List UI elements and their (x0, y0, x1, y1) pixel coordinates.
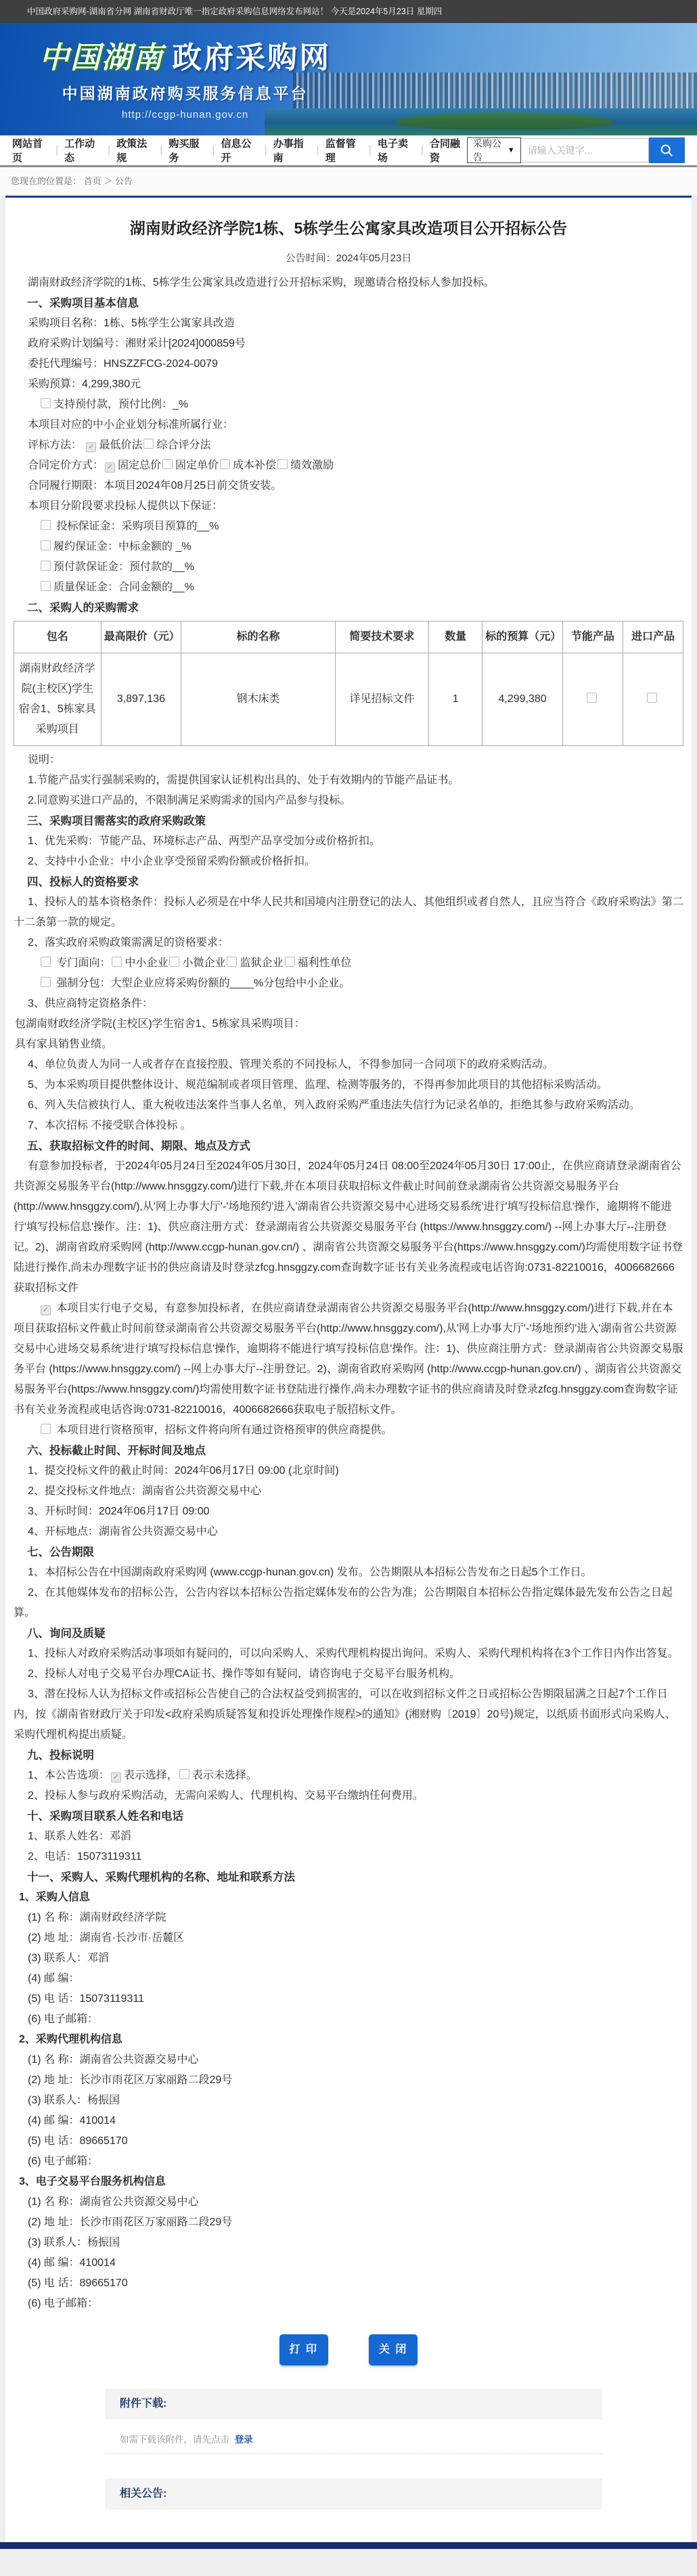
article-paragraph: 6、列入失信被执行人、重大税收违法案件当事人名单，列入政府采购严重违法失信行为记录名单的，拒绝其参与政府采购活动。 (28, 1099, 640, 1111)
article-paragraph: 2、落实政府采购政策需满足的资格要求： (28, 937, 229, 948)
article-paragraph: (1) 名 称：湖南省公共资源交易中心 (28, 2054, 199, 2066)
checkbox-checked: ✓ (41, 1305, 51, 1315)
close-button[interactable]: 关 闭 (369, 2334, 418, 2365)
nav-item-办事指南[interactable]: 办事指南 (273, 138, 304, 164)
article-paragraph: 支持预付款，预付比例：_% (14, 395, 683, 415)
checkbox-unchecked (112, 957, 122, 967)
nav-separator: | (160, 144, 163, 156)
table-cell: 钢木床类 (181, 653, 335, 746)
article-paragraph: 采购预算：4,299,380元 (28, 378, 141, 390)
article-paragraph: (3) 联系人：杨振国 (28, 2095, 120, 2106)
checkbox-unchecked (41, 540, 51, 550)
article-paragraph: 1.节能产品实行强制采购的，需提供国家认证机构出具的、处于有效期内的节能产品证书。 (28, 774, 459, 786)
checkbox-unchecked (41, 957, 51, 967)
search-category-select[interactable] (467, 137, 521, 163)
checkbox-unchecked (277, 459, 288, 469)
article-paragraph: 投标保证金：采购项目预算的__% (14, 517, 683, 537)
article-paragraph: (6) 电子邮箱： (28, 2298, 99, 2309)
article-paragraph: 包湖南财政经济学院(主校区)学生宿舍1、5栋家具采购项目： (15, 1018, 305, 1030)
banner-island (397, 112, 613, 130)
article-paragraph: 履约保证金：中标金额的 _% (14, 537, 683, 557)
site-logo-subtitle: 中国湖南政府购买服务信息平台 (62, 85, 309, 102)
article-paragraph: 1、投标人的基本资格条件：投标人必须是在中华人民共和国境内注册登记的法人、其他组织或者自然人，且应当符合《政府采购法》第二十二条第一款的规定。 (14, 896, 683, 928)
breadcrumb-prefix: 您现在的位置是： (11, 176, 82, 186)
table-cell: 3,897,136 (101, 653, 181, 746)
article-paragraph: (4) 邮 编：410014 (28, 2257, 116, 2269)
article-paragraph: 1、提交投标文件的截止时间：2024年06月17日 09:00 (北京时间) (28, 1465, 339, 1477)
section-heading: 十一、采购人、采购代理机构的名称、地址和联系方法 (27, 1871, 295, 1883)
table-header-cell: 包名 (14, 621, 102, 653)
article-paragraph: 5、为本采购项目提供整体设计、规范编制或者项目管理、监理、检测等服务的，不得再参加此项目的其他招标采购活动。 (28, 1079, 608, 1091)
checkbox-unchecked (41, 1424, 51, 1434)
checkbox-unchecked (41, 561, 51, 571)
search-icon (659, 143, 674, 158)
requirements-table (14, 621, 683, 746)
table-header-cell: 标的预算（元） (482, 621, 563, 653)
site-banner (0, 23, 697, 135)
banner-cityscape (293, 72, 697, 110)
login-link[interactable]: 登录 (234, 2435, 253, 2445)
nav-item-网站首页[interactable]: 网站首页 (12, 138, 43, 164)
article-paragraph: 2.同意购买进口产品的，不限制满足采购需求的国内产品参与投标。 (28, 795, 351, 806)
search-box (467, 137, 685, 163)
nav-separator: | (368, 144, 372, 156)
section-heading: 二、采购人的采购需求 (27, 602, 139, 614)
article-paragraph: 2、提交投标文件地点：湖南省公共资源交易中心 (28, 1485, 261, 1497)
article-paragraph: 合同定价方式： ✓ 固定总价 固定单价 成本补偿 绩效激励 (28, 460, 334, 471)
nav-separator: | (316, 144, 319, 156)
search-button[interactable] (649, 137, 685, 163)
breadcrumb (0, 167, 697, 196)
article-paragraph: 强制分包：大型企业应将采购份额的____%分包给中小企业。 (14, 974, 683, 994)
nav-item-信息公开[interactable]: 信息公开 (221, 138, 252, 164)
section-heading: 一、采购项目基本信息 (27, 297, 139, 309)
article-paragraph: (1) 名 称：湖南财政经济学院 (28, 1912, 166, 1923)
page-title: 湖南财政经济学院1栋、5栋学生公寓家具改造项目公开招标公告 (129, 219, 568, 237)
section-heading: 四、投标人的资格要求 (27, 876, 139, 888)
article-paragraph: 采购项目名称：1栋、5栋学生公寓家具改造 (28, 318, 235, 329)
section-heading: 七、公告期限 (27, 1546, 94, 1558)
checkbox-unchecked (41, 977, 51, 987)
site-notice-text: 中国政府采购网-湖南省分网 湖南省财政厅唯一指定政府采购信息网络发布网站！ 今天是2024年5月23日 星期四 (27, 7, 443, 16)
checkbox-unchecked (179, 1769, 189, 1779)
table-cell: 湖南财政经济学院(主校区)学生宿舍1、5栋家具采购项目 (14, 653, 102, 746)
article-paragraph: 2、支持中小企业：中小企业享受预留采购份额或价格折扣。 (28, 856, 315, 867)
checkbox-checked: ✓ (86, 442, 96, 452)
section-heading: 3、电子交易平台服务机构信息 (19, 2176, 166, 2187)
checkbox-unchecked (41, 520, 51, 530)
section-heading: 六、投标截止时间、开标时间及地点 (27, 1445, 206, 1457)
table-cell (623, 653, 683, 746)
table-header-row (14, 621, 683, 653)
article-paragraph: 具有家具销售业绩。 (15, 1039, 113, 1050)
nav-separator: | (212, 144, 215, 156)
article-paragraph: ✓ 本项目实行电子交易，有意参加投标者，在供应商请登录湖南省公共资源交易服务平台(http://www.hnsggzy.com/)进行下载,并在本项目获取招标文件截止时间前登录湖南省公共资源交易服务平台(http://www.hnsggzy.com/),从'网上办事大厅'-'场地预约'进入'湖南省公共资源交易中心进场交易系统'进行'填写投标信息'操作，逾期将不能进行'填写投标信息'操作。注：1)、供应商注册方式：登录湖南省公共资源交易服务平台 (https://www.hnsggzy.com/) --网上办事大厅--注册登记。2)、湖南省政府采购网 (http://www.ccgp-hunan.gov.cn/) 、湖南省公共资源交易服务平台(https://www.hnsggzy.com/)均需使用数字证书登陆进行操作,尚未办理数字证书的供应商请及时登录zfcg.hnsggzy.com查询数字证书有关业务流程或电话咨询:0731-82210016，4006682666获取电子版招标文件。 (14, 1303, 683, 1416)
article-paragraph: 4、单位负责人为同一人或者存在直接控股、管理关系的不同投标人，不得参加同一合同项下的政府采购活动。 (28, 1059, 554, 1070)
checkbox-unchecked (285, 957, 295, 967)
table-cell: 详见招标文件 (335, 653, 428, 746)
checkbox-unchecked (41, 398, 51, 408)
article-paragraph: 2、在其他媒体发布的招标公告，公告内容以本招标公告指定媒体发布的公告为准；公告期限自本招标公告指定媒体最先发布公告之日起算。 (14, 1587, 673, 1619)
article-paragraph: 1、投标人对政府采购活动事项如有疑问的，可以向采购人、采购代理机构提出询问。采购人、采购代理机构将在3个工作日内作出答复。 (28, 1648, 679, 1659)
article-paragraph: 1、联系人姓名：邓滔 (28, 1831, 131, 1842)
nav-separator: | (55, 144, 59, 156)
article-paragraph: (6) 电子邮箱： (28, 2013, 99, 2025)
article-paragraph: 专门面向： 中小企业 小微企业 监狱企业 福利性单位 (14, 953, 683, 974)
section-heading: 2、采购代理机构信息 (19, 2034, 122, 2045)
table-cell (562, 653, 623, 746)
table-header-cell: 数量 (429, 621, 482, 653)
article-paragraph: 3、供应商特定资格条件： (28, 998, 153, 1009)
article-paragraph: (5) 电 话：89665170 (28, 2135, 128, 2147)
article-section-bottom (14, 750, 683, 2314)
checkbox-unchecked (587, 693, 597, 703)
dotted-divider (105, 2453, 602, 2454)
section-heading: 九、投标说明 (27, 1749, 94, 1762)
checkbox-unchecked (647, 693, 657, 703)
article-paragraph: (2) 地 址：长沙市雨花区万家丽路二段29号 (28, 2074, 233, 2086)
article-paragraph: 说明： (28, 754, 61, 766)
nav-item-监督管理[interactable]: 监督管理 (325, 138, 356, 164)
nav-separator: | (420, 144, 424, 156)
article-section-top (14, 273, 683, 618)
section-heading: 八、询问及质疑 (27, 1628, 106, 1640)
section-heading: 五、获取招标文件的时间、期限、地点及方式 (27, 1140, 250, 1152)
related-announcements-section (105, 2479, 602, 2510)
article-paragraph: (2) 地 址：长沙市雨花区万家丽路二段29号 (28, 2217, 233, 2228)
checkbox-unchecked (143, 439, 154, 449)
attachment-hint-text: 如需下载该附件，请先点击 (120, 2435, 229, 2445)
related-section-title: 相关公告: (105, 2479, 602, 2510)
nav-item-购买服务[interactable]: 购买服务 (168, 138, 200, 164)
print-button[interactable]: 打 印 (279, 2334, 328, 2365)
article-paragraph: 本项目对应的中小企业划分标准所属行业： (28, 419, 234, 431)
bottom-spacer (5, 2510, 692, 2525)
table-header-cell: 节能产品 (562, 621, 623, 653)
nav-item-电子卖场[interactable]: 电子卖场 (377, 138, 408, 164)
article-paragraph: 预付款保证金：预付款的__% (14, 557, 683, 577)
article-paragraph: (4) 邮 编：410014 (28, 2115, 116, 2126)
nav-separator: | (108, 144, 111, 156)
logo-main-text: 政府采购网 (172, 41, 332, 74)
table-header-cell: 标的名称 (181, 621, 335, 653)
article-paragraph: (3) 联系人：杨振国 (28, 2237, 120, 2248)
logo-calligraphy: 中国湖南 (39, 41, 164, 74)
action-buttons (5, 2334, 692, 2365)
article-paragraph: 2、电话：15073119311 (28, 1851, 142, 1862)
article-paragraph: 政府采购计划编号：湘财采计[2024]000859号 (28, 338, 246, 349)
nav-item-合同融资[interactable]: 合同融资 (430, 138, 461, 164)
article-paragraph: 委托代理编号：HNSZZFCG-2024-0079 (28, 358, 218, 370)
nav-item-工作动态[interactable]: 工作动态 (64, 138, 95, 164)
article-paragraph: 1、本公告选项： ✓ 表示选择， 表示未选择。 (28, 1770, 257, 1781)
article-paragraph: 3、潜在投标人认为招标文件或招标公告使自己的合法权益受到损害的，可以在收到招标文件之日或招标公告期限届满之日起7个工作日内，按《湖南省财政厅关于印发<政府采购质疑答复和投诉处理操作规程>的通知》(湘财购〔2019〕20号)规定，以纸质书面形式向采购人、采购代理机构提出质疑。 (14, 1688, 676, 1741)
table-header-cell: 进口产品 (623, 621, 683, 653)
site-notice-bar (0, 0, 697, 23)
attachment-login-hint (105, 2420, 602, 2453)
announcement-panel (5, 196, 692, 2542)
article-paragraph: 有意参加投标者，于2024年05月24日至2024年05月30日，2024年05月24日 08:00至2024年05月30日 17:00止，在供应商请登录湖南省公共资源交易服务平台(http://www.hnsggzy.com/)进行下载,并在本项目获取招标文件截止时间前登录湖南省公共资源交易服务平台(http://www.hnsggzy.com/),从'网上办事大厅'-'场地预约'进入'湖南省公共资源交易中心进场交易系统'进行'填写投标信息'操作，逾期将不能进行'填写投标信息'操作。注：1)、供应商注册方式：登录湖南省公共资源交易服务平台 (https://www.hnsggzy.com/) --网上办事大厅--注册登记。2)、湖南省政府采购网 (http://www.ccgp-hunan.gov.cn/) 、湖南省公共资源交易服务平台(https://www.hnsggzy.com/)均需使用数字证书登陆进行操作,尚未办理数字证书的供应商请及时登录zfcg.hnsggzy.com查询数字证书有关业务流程或电话咨询:0731-82210016，4006682666获取招标文件 (14, 1160, 683, 1294)
article-paragraph: 湖南财政经济学院的1栋、5栋学生公寓家具改造进行公开招标采购，现邀请合格投标人参加投标。 (28, 277, 495, 288)
article-paragraph: (5) 电 话：89665170 (28, 2277, 128, 2289)
article-paragraph: (1) 名 称：湖南省公共资源交易中心 (28, 2196, 199, 2208)
publish-time: 公告时间：2024年05月23日 (285, 253, 412, 264)
article-paragraph: 本项目进行资格预审，招标文件将向所有通过资格预审的供应商提供。 (14, 1420, 683, 1441)
section-heading: 十、采购项目联系人姓名和电话 (27, 1810, 183, 1822)
article-paragraph: (5) 电 话：15073119311 (28, 1993, 144, 2005)
article-paragraph: 本项目分阶段要求投标人提供以下保证： (28, 500, 223, 512)
checkbox-unchecked (227, 957, 237, 967)
checkbox-unchecked (169, 957, 179, 967)
article-paragraph: 1、本招标公告在中国湖南政府采购网 (www.ccgp-hunan.gov.cn) 发布。公告期限从本招标公告发布之日起5个工作日。 (28, 1567, 592, 1578)
article-paragraph: 评标方法： ✓ 最低价法 综合评分法 (28, 439, 211, 451)
table-row (14, 653, 683, 746)
main-navigation (0, 135, 697, 167)
search-input[interactable] (521, 138, 649, 162)
article-paragraph: 2、投标人对电子交易平台办理CA证书、操作等如有疑问，请咨询电子交易平台服务机构。 (28, 1668, 461, 1680)
page-footer-bar (0, 2542, 697, 2549)
table-cell: 1 (429, 653, 482, 746)
attachment-section-title: 附件下载: (105, 2388, 602, 2420)
site-logo-title (39, 41, 331, 76)
table-cell: 4,299,380 (482, 653, 563, 746)
table-header-cell: 简要技术要求 (335, 621, 428, 653)
checkbox-unchecked (41, 581, 51, 591)
nav-separator: | (264, 144, 267, 156)
breadcrumb-separator: ＞ (104, 176, 113, 186)
nav-items (12, 136, 467, 165)
breadcrumb-current-link[interactable]: 公告 (114, 176, 133, 186)
article-paragraph: 7、本次招标 不接受联合体投标 。 (28, 1120, 192, 1131)
checkbox-unchecked (220, 459, 230, 469)
chevron-down-icon: ▼ (507, 146, 515, 154)
search-category-label: 采购公告 (472, 138, 501, 162)
article-paragraph: 质量保证金：合同金额的__% (14, 577, 683, 598)
announcement-article (5, 270, 692, 2314)
table-header-cell: 最高限价（元） (101, 621, 181, 653)
nav-item-政策法规[interactable]: 政策法规 (116, 138, 148, 164)
article-paragraph: (3) 联系人：邓滔 (28, 1952, 110, 1964)
checkbox-checked: ✓ (111, 1772, 121, 1783)
checkbox-unchecked (162, 459, 173, 469)
article-paragraph: 合同履行期限：本项目2024年08月25日前交货安装。 (28, 480, 282, 492)
section-heading: 三、采购项目需落实的政府采购政策 (27, 815, 206, 827)
site-logo-url: http://ccgp-hunan.gov.cn (122, 109, 249, 121)
article-paragraph: 3、开标时间：2024年06月17日 09:00 (28, 1506, 210, 1517)
site-logo (39, 41, 331, 121)
article-paragraph: 1、优先采购：节能产品、环境标志产品、两型产品享受加分或价格折扣。 (28, 835, 380, 847)
breadcrumb-home-link[interactable]: 首页 (83, 176, 102, 186)
article-paragraph: 4、开标地点：湖南省公共资源交易中心 (28, 1526, 218, 1537)
section-heading: 1、采购人信息 (19, 1892, 90, 1903)
page-body (0, 196, 697, 2542)
article-paragraph: 2、投标人参与政府采购活动，无需向采购人、代理机构、交易平台缴纳任何费用。 (28, 1790, 424, 1802)
article-paragraph: (2) 地 址：湖南省·长沙市·岳麓区 (28, 1932, 185, 1944)
article-paragraph: (4) 邮 编： (28, 1973, 80, 1984)
checkbox-checked: ✓ (105, 462, 115, 473)
article-paragraph: (6) 电子邮箱： (28, 2156, 99, 2167)
attachment-section (105, 2388, 602, 2454)
